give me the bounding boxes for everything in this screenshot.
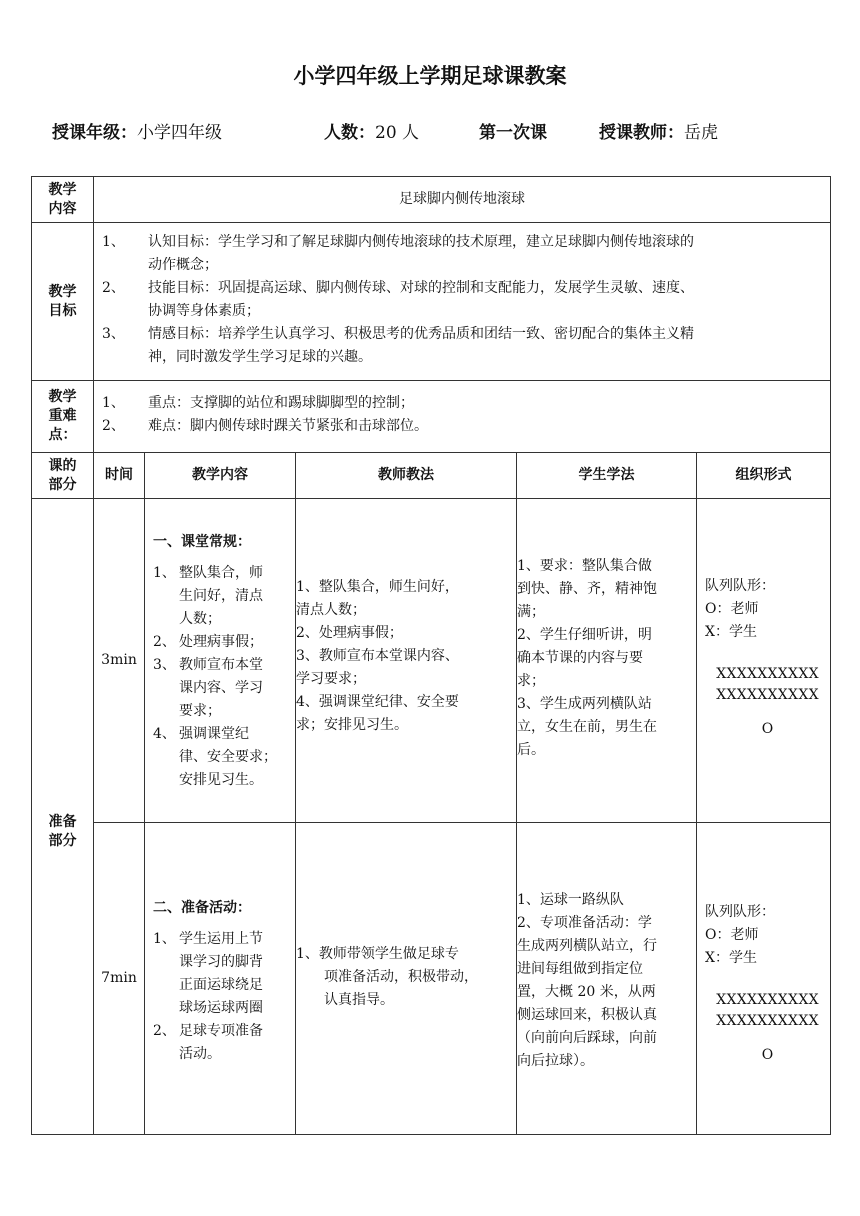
item-num: 2、	[153, 1023, 176, 1039]
goal-item-cont	[102, 300, 824, 323]
list-item	[153, 562, 289, 631]
student-line: 1、运球一路纵队	[517, 892, 624, 908]
goal-line: 情感目标：培养学生认真学习、积极思考的优秀品质和团结一致、密切配合的集体主义精	[148, 326, 694, 342]
goals-row	[32, 223, 831, 381]
student-line: 1、要求：整队集合做	[517, 558, 652, 574]
formation-teacher-legend: O：老师	[705, 927, 759, 943]
keypoints-row	[32, 381, 831, 453]
goal-num: 2、	[102, 280, 125, 296]
student-line: 2、专项准备活动：学	[517, 915, 652, 931]
keypoint-text: 难点：脚内侧传球时踝关节紧张和击球部位。	[148, 417, 428, 434]
content-label-line: 教学	[48, 181, 77, 198]
teacher-line: 求；安排见习生。	[296, 717, 408, 733]
keypoints-label-line: 重难	[48, 408, 77, 424]
col-form: 组织形式	[697, 453, 831, 499]
content-cell	[145, 823, 296, 1135]
goal-item-cont	[102, 346, 824, 369]
item-num: 4、	[153, 726, 176, 742]
list-item	[153, 1020, 289, 1066]
goal-text	[148, 231, 824, 254]
goal-item-cont	[102, 254, 824, 277]
grade-label: 授课年级：	[52, 123, 137, 143]
goals-list	[94, 223, 831, 381]
goals-label	[32, 223, 94, 381]
keypoint-num: 2、	[102, 417, 125, 434]
keypoints-list	[94, 381, 831, 453]
section-part-line: 准备	[48, 813, 77, 830]
keypoint-text: 重点：支撑脚的站位和踢球脚脚型的控制；	[148, 394, 414, 411]
keypoint-item	[102, 415, 824, 438]
teacher-line: 学习要求；	[296, 671, 366, 687]
col-content: 教学内容	[145, 453, 296, 499]
item-line: 强调课堂纪	[179, 726, 249, 742]
count-label: 人数：	[324, 123, 375, 143]
teacher-line: 清点人数；	[296, 602, 366, 618]
keypoints-label-line: 教学	[48, 389, 77, 405]
formation-row: XXXXXXXXXX	[716, 666, 819, 682]
student-line: 向后拉球）。	[517, 1053, 594, 1069]
item-num: 2、	[153, 634, 176, 650]
col-part-line: 课的	[48, 457, 77, 474]
teacher-method-cell	[296, 499, 517, 823]
student-line: 2、学生仔细听讲，明	[517, 627, 652, 643]
formation-cell	[697, 823, 831, 1135]
goal-item	[102, 323, 824, 346]
time-cell: 7min	[94, 823, 145, 1135]
item-line: 要求；	[179, 703, 221, 719]
goal-line: 动作概念；	[148, 257, 218, 273]
formation-title: 队列队形：	[705, 904, 775, 920]
student-line: 置，大概 20 米，从两	[517, 984, 656, 1000]
keypoint-item	[102, 392, 824, 415]
item-line: 律、安全要求；	[179, 749, 277, 765]
student-line: 侧运球回来，积极认真	[517, 1007, 657, 1023]
content-label	[32, 177, 94, 223]
time-cell: 3min	[94, 499, 145, 823]
item-num: 1、	[153, 931, 176, 947]
student-line: （向前向后踩球，向前	[517, 1030, 657, 1046]
col-time: 时间	[94, 453, 145, 499]
item-line: 课内容、学习	[179, 680, 263, 696]
grade-value: 小学四年级	[137, 123, 222, 143]
item-line: 足球专项准备	[179, 1023, 263, 1039]
student-method-cell	[517, 499, 697, 823]
student-line: 3、学生成两列横队站	[517, 696, 652, 712]
content-value: 足球脚内侧传地滚球	[94, 177, 831, 223]
student-line: 到快、静、齐，精神饱	[517, 581, 657, 597]
formation-student-legend: X：学生	[705, 624, 757, 640]
page-title: 小学四年级上学期足球课教案	[293, 64, 567, 88]
goals-label-line: 教学	[48, 283, 77, 300]
item-line: 活动。	[179, 1046, 221, 1062]
goal-item	[102, 231, 824, 254]
item-num: 3、	[153, 657, 176, 673]
content-list	[153, 928, 289, 1066]
goal-line: 协调等身体素质；	[148, 303, 260, 319]
student-method-cell	[517, 823, 697, 1135]
content-cell	[145, 499, 296, 823]
teacher-line: 3、教师宣布本堂课内容、	[296, 648, 459, 664]
teacher-line: 4、强调课堂纪律、安全要	[296, 694, 459, 710]
table-row	[32, 499, 831, 823]
student-line: 求；	[517, 673, 545, 689]
content-label-line: 内容	[48, 200, 77, 217]
item-line: 教师宣布本堂	[179, 657, 263, 673]
formation-cell	[697, 499, 831, 823]
formation-student-legend: X：学生	[705, 950, 757, 966]
teacher-line: 项准备活动，积极带动，	[296, 969, 478, 985]
goal-line: 神，同时激发学生学习足球的兴趣。	[148, 349, 372, 365]
item-line: 安排见习生。	[179, 772, 263, 788]
item-line: 正面运球绕足	[179, 977, 263, 993]
student-line: 后。	[517, 742, 545, 758]
formation-teacher-mark: O	[761, 1047, 774, 1063]
student-line: 满；	[517, 604, 545, 620]
formation-row: XXXXXXXXXX	[716, 992, 819, 1008]
teacher-line: 2、处理病事假；	[296, 625, 403, 641]
count-info	[324, 118, 419, 143]
column-header-row	[32, 453, 831, 499]
col-part	[32, 453, 94, 499]
goal-num: 1、	[102, 234, 125, 250]
teacher-line: 1、整队集合，师生问好，	[296, 579, 459, 595]
formation-teacher-legend: O：老师	[705, 601, 759, 617]
item-line: 处理病事假；	[179, 634, 263, 650]
formation-teacher-mark: O	[761, 721, 774, 737]
student-line: 立，女生在前，男生在	[517, 719, 657, 735]
content-section-title: 二、准备活动：	[153, 900, 251, 916]
content-row	[32, 177, 831, 223]
item-line: 人数；	[179, 611, 221, 627]
item-line: 课学习的脚背	[179, 954, 263, 970]
item-line: 整队集合，师	[179, 565, 263, 581]
item-line: 球场运球两圈	[179, 1000, 263, 1016]
formation-row: XXXXXXXXXX	[716, 687, 819, 703]
teacher-info	[599, 118, 718, 143]
lesson-number: 第一次课	[479, 123, 547, 143]
keypoints-label-line: 点：	[48, 427, 77, 443]
item-line: 学生运用上节	[179, 931, 263, 947]
formation-title: 队列队形：	[705, 578, 775, 594]
table-row	[32, 823, 831, 1135]
goal-num: 3、	[102, 326, 125, 342]
teacher-method-cell	[296, 823, 517, 1135]
content-section-title: 一、课堂常规：	[153, 534, 251, 550]
list-item	[153, 928, 289, 1020]
teacher-line: 1、教师带领学生做足球专	[296, 946, 459, 962]
list-item	[153, 654, 289, 723]
goals-label-line: 目标	[48, 302, 77, 319]
count-value: 20 人	[375, 123, 420, 143]
goal-line: 技能目标：巩固提高运球、脚内侧传球、对球的控制和支配能力，发展学生灵敏、速度、	[148, 280, 694, 296]
col-part-line: 部分	[48, 476, 77, 493]
goal-line: 认知目标：学生学习和了解足球脚内侧传地滚球的技术原理，建立足球脚内侧传地滚球的	[148, 234, 694, 250]
section-part-line: 部分	[48, 832, 77, 849]
student-line: 进间每组做到指定位	[517, 961, 643, 977]
lesson-plan-table	[31, 176, 831, 1135]
section-part	[32, 499, 94, 1135]
grade-info	[52, 118, 222, 143]
item-line: 生问好，清点	[179, 588, 263, 604]
list-item	[153, 723, 289, 792]
col-teacher: 教师教法	[296, 453, 517, 499]
teacher-label: 授课教师：	[599, 123, 684, 143]
col-student: 学生学法	[517, 453, 697, 499]
teacher-value: 岳虎	[684, 123, 718, 143]
formation-row: XXXXXXXXXX	[716, 1013, 819, 1029]
keypoints-label	[32, 381, 94, 453]
student-line: 生成两列横队站立，行	[517, 938, 657, 954]
content-list	[153, 562, 289, 792]
list-item	[153, 631, 289, 654]
keypoint-num: 1、	[102, 394, 125, 411]
goal-item	[102, 277, 824, 300]
item-num: 1、	[153, 565, 176, 581]
teacher-line: 认真指导。	[296, 992, 394, 1008]
student-line: 确本节课的内容与要	[517, 650, 643, 666]
